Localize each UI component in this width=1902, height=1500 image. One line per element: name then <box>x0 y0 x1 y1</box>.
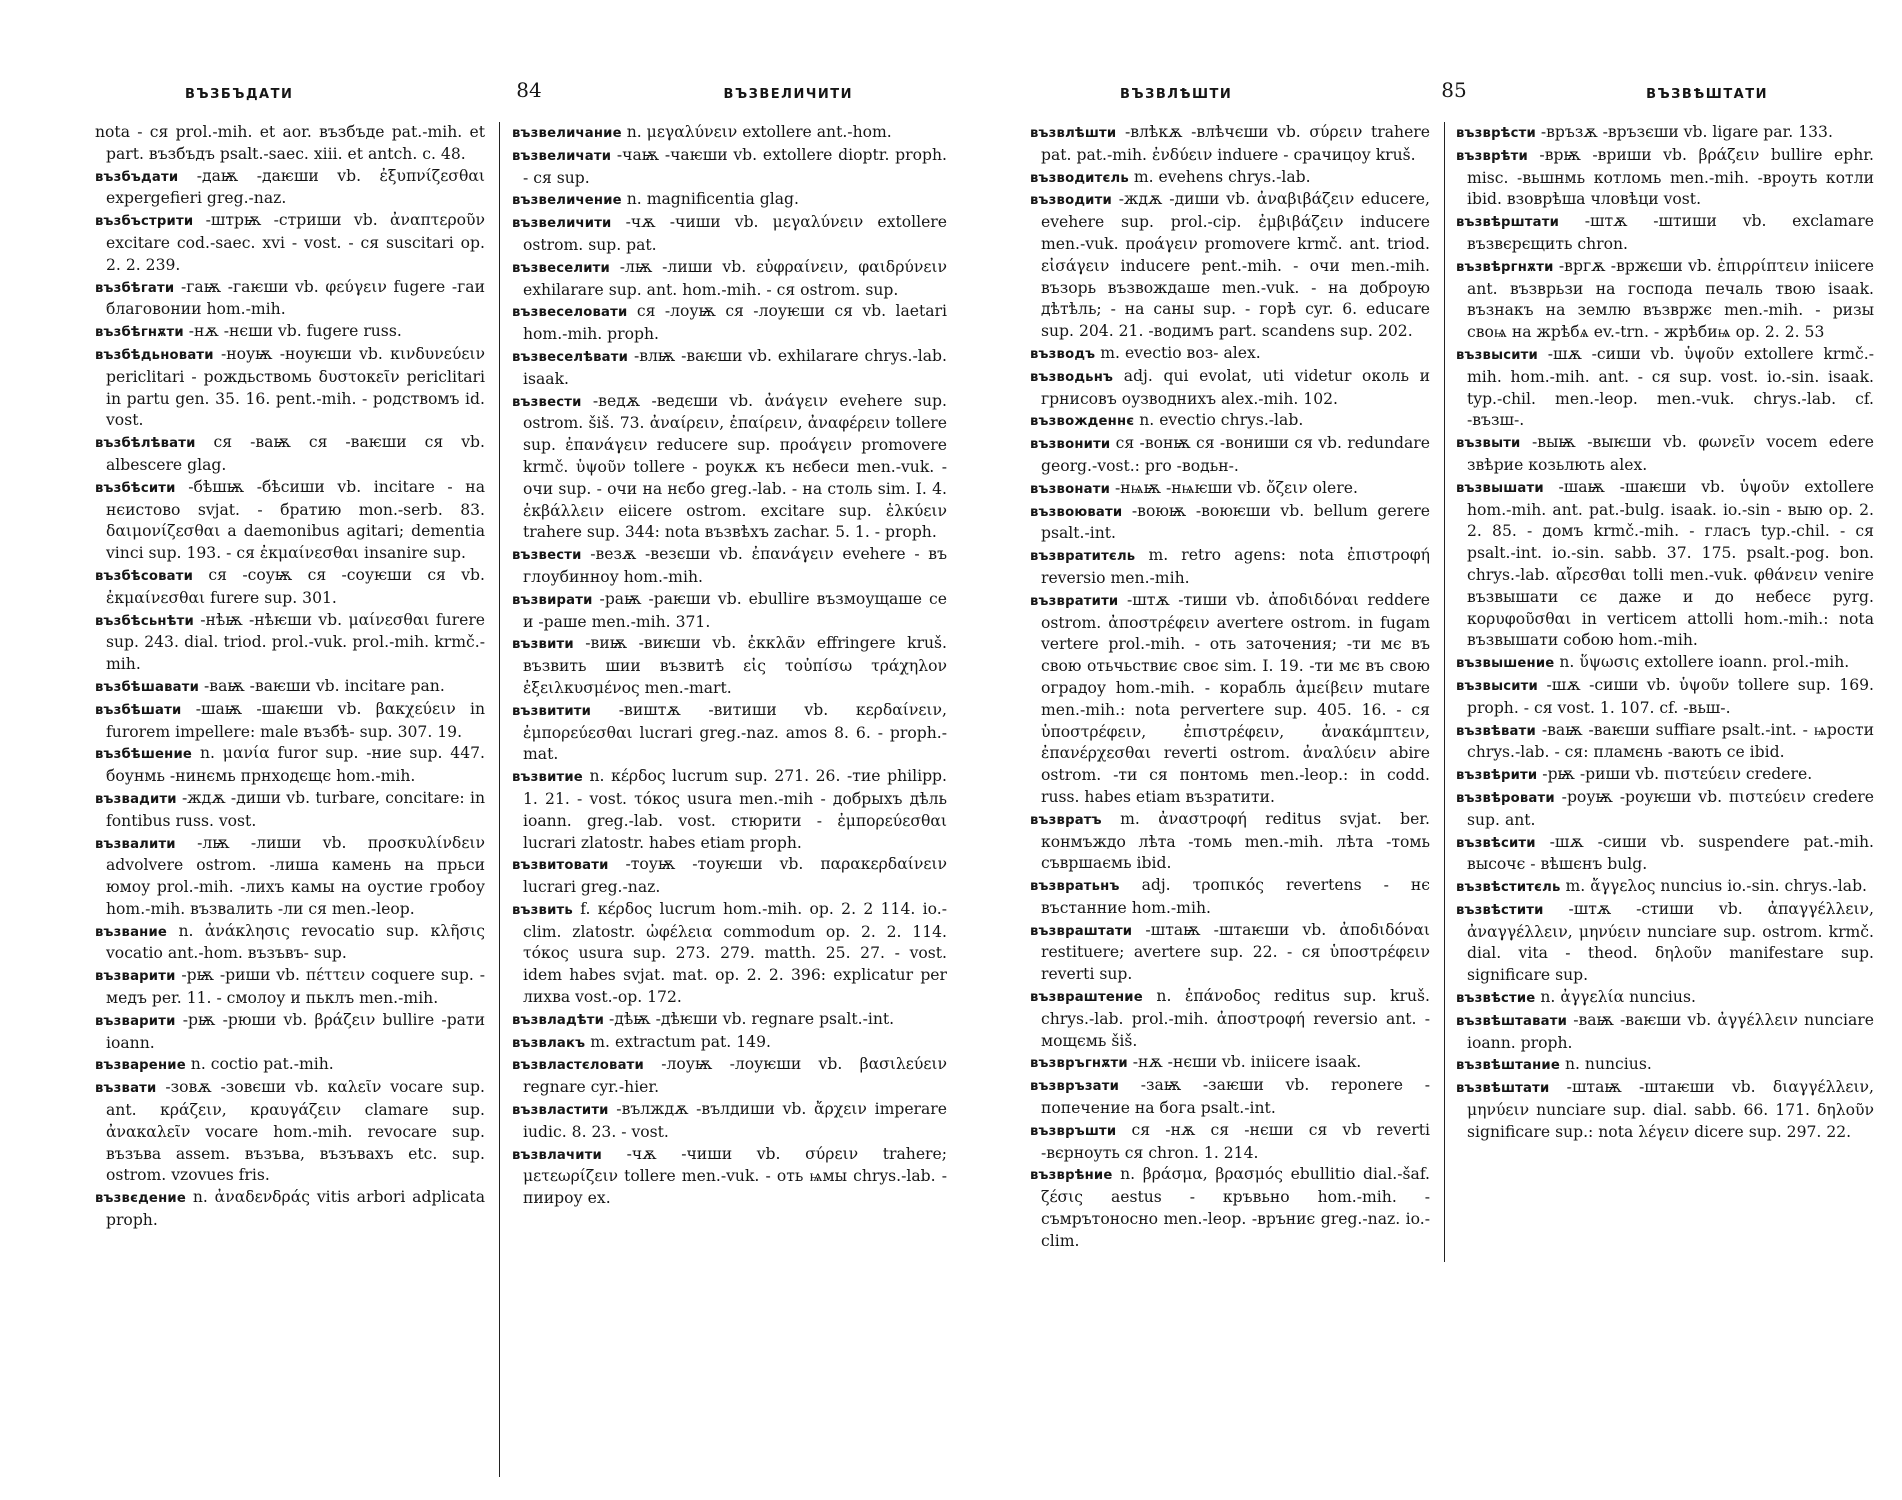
dictionary-entry: възвести -ведѫ -ведєши vb. ἀνάγειν evehere sup. ostrom. šiš. 73. ἀναίρειν, ἐπαίρειν, ἀναφέρειν tollere sup. ἐπανάγειν reducere sup. προάγειν promovere krmč. ὑψοῦν tollere - роукѫ къ нєбеси men.-vuk. - очи sup. - очи на нєбо greg.-lab. - на столь sim. I. 4. ἐκβάλλειν eiicere ostrom. excitare sup. ἑλκύειν trahere sup. 344: nota възвѣхъ zachar. 5. 1. - proph. <box>512 391 947 542</box>
dictionary-entry: възвраштати -штаѭ -штаѥши vb. ἀποδιδόναι restituere; avertere sup. 22. - ся ὑποστρέφειν reverti sup. <box>1030 920 1430 984</box>
dictionary-entry: възвоювати -воюѭ -воюѥши vb. bellum gerere psalt.-int. <box>1030 501 1430 543</box>
dictionary-entry: възвѣвати -ваѭ -ваѥши suffiare psalt.-int. - ѩрости chrys.-lab. - ся: пламєнь -вають се ibid. <box>1456 720 1874 762</box>
dictionary-entry: възвѣрити -рѭ -риши vb. πιστεύειν credere. <box>1456 765 1813 784</box>
dictionary-entry: възвить f. κέρδος lucrum hom.-mih. op. 2. 2 114. io.-clim. zlatostr. ὠφέλεια commodum op. 2. 2. 114. τόκος usura sup. 273. 279. matth. 25. 27. - vost. idem habes svjat. mat. op. 2. 2. 396: explicatur per лихва vost.-op. 172. <box>512 899 947 1007</box>
running-head-right: ВЪЗВѢШТАТИ <box>1646 87 1768 102</box>
dictionary-entry: възвышение n. ὕψωσις extollere ioann. prol.-mih. <box>1456 653 1850 672</box>
column-divider <box>499 122 500 1477</box>
dictionary-entry: възвѣсити -шѫ -сиши vb. suspendere pat.-mih. высочє - вѣшєнъ bulg. <box>1456 832 1874 874</box>
dictionary-entry: възвадити -ждѫ -диши vb. turbare, concitare: in fontibus russ. vost. <box>95 788 485 830</box>
dictionary-entry: възвлачити -чѫ -чиши vb. σύρειν trahere; μετεωρίζειν tollere men.-vuk. - оть ѩмы chrys.-lab. - пиироу ex. <box>512 1144 947 1208</box>
dictionary-entry: възвысити -шѫ -сиши vb. ὑψοῦν extollere krmč.-mih. hom.-mih. ant. - ся sup. vost. io.-sin. isaak. typ.-chil. men.-leop. men.-vuk. chrys.-lab. cf. -възш-. <box>1456 344 1874 430</box>
dictionary-entry: възвѣстити -штѫ -стиши vb. ἀπαγγέλλειν, ἀναγγέλλειν, μηνύειν nunciare sup. ostrom. krmč. dial. vita - theod. δηλοῦν manifestare sup. significare sup. <box>1456 899 1874 985</box>
dictionary-entry: възвлѣшти -влѣкѫ -влѣчєши vb. σύρειν trahere pat. pat.-mih. ἐνδύειν induere - срачицоу kruš. <box>1030 123 1430 164</box>
dictionary-entry: възвратити -штѫ -тиши vb. ἀποδιδόναι reddere ostrom. ἀποστρέφειν avertere ostrom. in fugam vertere prol.-mih. - оть заточения; -ти мє въ свою отьчьствиє своє sim. I. 19. -ти мє въ свою оградоу hom.-mih. - корабль ἀμείβειν mutare men.-mih.: nota pervertere sup. 405. 16. - ся ὑποστρέφειν, ἐπιστρέφειν, ἀνακάμπτειν, ἐπανέρχεσθαι reverti ostrom. ἀναλύειν abire ostrom. -ти ся понтомь men.-leop.: in codd. russ. habes etiam възратити. <box>1030 590 1430 806</box>
dictionary-entry: възвратьнъ adj. τροπικός revertens - нє въстанние hom.-mih. <box>1030 876 1430 917</box>
page-number: 85 <box>1441 78 1467 102</box>
dictionary-entry: nota - ся prol.-mih. et aor. възбъде pat.-mih. et part. възбъдъ psalt.-saec. xiii. et antch. c. 48. <box>95 123 485 163</box>
dictionary-entry: възбъстрити -штрѭ -стриши vb. ἀναπτεροῦν excitare cod.-saec. xvi - vost. - ся suscitari op. 2. 2. 239. <box>95 211 485 274</box>
dictionary-entry: възвѣститєль m. ἄγγελος nuncius io.-sin. chrys.-lab. <box>1456 877 1868 896</box>
dictionary-entry: възврѣти -врѭ -вриши vb. βράζειν bullire ephr. misc. -вьшнмь котломь men.-mih. -вроуть котли ibid. взоврѣша чловѣци vost. <box>1456 145 1874 209</box>
dictionary-entry: възвръгнѫти -нѫ -нєши vb. iniicere isaak. <box>1030 1053 1362 1072</box>
dictionary-entry: възвєдение n. ἀναδενδράς vitis arbori adplicata proph. <box>95 1188 485 1230</box>
dictionary-entry: възвръшти ся -нѫ ся -нєши ся vb reverti -вєрноуть ся chron. 1. 214. <box>1030 1120 1430 1162</box>
running-header <box>95 78 963 114</box>
dictionary-entry: възвание n. ἀνάκλησις revocatio sup. κλῆσις vocatio ant.-hom. възъвъ- sup. <box>95 921 485 963</box>
dictionary-entry: възбѣсовати ся -соуѭ ся -соуѥши ся vb. ἐκμαίνεσθαι furere sup. 301. <box>95 565 485 607</box>
dictionary-entry: възварити -рѭ -риши vb. πέττειν coquere sup. - медъ per. 11. - смолоу и пьклъ men.-mih. <box>95 966 485 1008</box>
dictionary-entry: възвѣрштати -штѫ -штиши vb. exclamare възвєрєщить chron. <box>1456 212 1874 253</box>
column-left <box>95 122 485 1232</box>
dictionary-entry: възвонити ся -вонѭ ся -вониши ся vb. redundare georg.-vost.: pro -водьн-. <box>1030 434 1430 475</box>
dictionary-entry: възвѣргнѫти -вргѫ -вржєши vb. ἐπιρρίπτειν iniicere ant. възврьзи на господа печаль твою isaak. възнакъ на землю възвржє men.-mih. - ризы своѩ на жрѣбѧ ev.-trn. - жрѣбиѩ op. 2. 2. 53 <box>1456 256 1874 342</box>
dictionary-entry: възварити -рѭ -рюши vb. βράζειν bullire -рати ioann. <box>95 1010 485 1052</box>
dictionary-entry: възврѣсти -връзѫ -връзєши vb. ligare par. 133. <box>1456 123 1833 141</box>
dictionary-entry: възвышати -шаѭ -шаѥши vb. ὑψοῦν extollere hom.-mih. ant. pat.-bulg. isaak. io.-sin - выю op. 2. 2. 85. - домъ krmč.-mih. - гласъ typ.-chil. - ся psalt.-int. io.-sin. sabb. 37. 175. psalt.-pog. bon. chrys.-lab. αἴρεσθαι tolli men.-vuk. φθάνειν venire възвышати сє даже и до небесє pyrg. κορυφοῦσθαι in verticem attolli hom.-mih.: nota възвышати собою hom.-mih. <box>1456 477 1874 650</box>
dictionary-entry: възвеселити -лѭ -лиши vb. εὐφραίνειν, φαιδρύνειν exhilarare sup. ant. hom.-mih. - ся ostrom. sup. <box>512 257 947 299</box>
dictionary-entry: възвитовати -тоуѭ -тоуѥши vb. παρακερδαίνειν lucrari greg.-naz. <box>512 855 947 897</box>
dictionary-entry: възвратъ m. ἀναστροφή reditus svjat. ber. конмъждо лѣта -томь men.-mih. лѣта -томь съвршаємь ibid. <box>1030 809 1430 873</box>
dictionary-entry: възвлакъ m. extractum pat. 149. <box>512 1032 771 1051</box>
dictionary-entry: възвръзати -заѭ -заѥши vb. reponere - попечение на бога psalt.-int. <box>1030 1076 1430 1118</box>
dictionary-entry: възвеселовати ся -лоуѭ ся -лоуѥши ся vb. laetari hom.-mih. proph. <box>512 302 947 344</box>
dictionary-entry: възбѣшавати -ваѭ -ваѥши vb. incitare pan. <box>95 676 445 695</box>
dictionary-entry: възвити -виѭ -виѥши vb. ἐκκλᾶν effringere kruš. възвить шии възвитѣ εἰς τοὐπίσω τράχηλον ἐξειλκυσμένος men.-mart. <box>512 634 947 697</box>
dictionary-entry: възвирати -раѭ -раѥши vb. ebullire възмоущаше се и -раше men.-mih. 371. <box>512 589 947 631</box>
running-head-left: ВЪЗВЛѢШТИ <box>1120 87 1233 102</box>
page-85 <box>1030 0 1878 1500</box>
dictionary-entry: възвожденнє n. evectio chrys.-lab. <box>1030 411 1304 430</box>
dictionary-entry: възбѣшение n. μανία furor sup. -ние sup. 447. боунмь -нинємь прнходєщє hom.-mih. <box>95 744 485 786</box>
dictionary-entry: възводити -ждѫ -диши vb. ἀναβιβάζειν educere, evehere sup. prol.-cip. ἐμβιβάζειν inducere men.-vuk. προάγειν promovere krmč. ant. triod. εἰσάγειν inducere pent.-mih. - очи men.-mih. възорь възвождаше men.-vuk. - на доброую дѣтѣль; - на саны sup. - горѣ cyr. 6. educare sup. 204. 21. -водимъ part. scandens sup. 202. <box>1030 190 1430 341</box>
column-right <box>1456 122 1874 1144</box>
dictionary-entry: възвѣровати -роуѭ -роуѥши vb. πιστεύειν credere sup. ant. <box>1456 787 1874 829</box>
dictionary-entry: възбѣсьнѣти -нѣѭ -нѣѥши vb. μαίνεσθαι furere sup. 243. dial. triod. prol.-vuk. prol.-mih. krmč.-mih. <box>95 610 485 674</box>
dictionary-entry: възвысити -шѫ -сиши vb. ὑψοῦν tollere sup. 169. proph. - ся vost. 1. 107. cf. -вьш-. <box>1456 675 1874 717</box>
dictionary-entry: възбѣсити -бѣшѭ -бѣсиши vb. incitare - на нєистово svjat. - братию mon.-serb. 83. δαιμονίζεσθαι a daemonibus agitari; dementia vinci sup. 193. - ся ἐκμαίνεσθαι insanire sup. <box>95 477 485 563</box>
dictionary-entry: възвластити -вълждѫ -вълдиши vb. ἄρχειν imperare iudic. 8. 23. - vost. <box>512 1100 947 1141</box>
dictionary-entry: възбѣшати -шаѭ -шаѥши vb. βακχεύειν in furorem impellere: male възбѣ- sup. 307. 19. <box>95 699 485 741</box>
dictionary-entry: възвеличение n. magnificentia glag. <box>512 190 799 209</box>
dictionary-entry: възвитити -виштѫ -витиши vb. κερδαίνειν, ἐμπορεύεσθαι lucrari greg.-naz. amos 8. 6. - proph.-mat. <box>512 700 947 764</box>
dictionary-entry: възвладѣти -дѣѭ -дѣѥши vb. regnare psalt.-int. <box>512 1009 895 1028</box>
dictionary-entry: възвыти -выѭ -выѥши vb. φωνεῖν vocem edere звѣрие козьлють alex. <box>1456 433 1874 474</box>
page-number: 84 <box>516 78 542 102</box>
dictionary-entry: възбѣдьновати -ноуѭ -ноуѥши vb. κινδυνεύειν periclitari - рождьствомь δυστοκεῖν periclitari in partu gen. 35. 16. pent.-mih. - родствомъ id. vost. <box>95 344 485 430</box>
dictionary-entry: възвѣстие n. ἀγγελία nuncius. <box>1456 988 1696 1007</box>
dictionary-entry: възводъ m. evectio воз- alex. <box>1030 343 1261 362</box>
dictionary-entry: възвалити -лѭ -лиши vb. προσκυλίνδειν advolvere ostrom. -лиша камень на прьси юмоу prol.-mih. -лихъ камы на оустие гробоу hom.-mih. възвалить -ли ся men.-leop. <box>95 833 485 918</box>
dictionary-entry: възвеличити -чѫ -чиши vb. μεγαλύνειν extollere ostrom. sup. pat. <box>512 213 947 254</box>
dictionary-entry: възвеличание n. μεγαλύνειν extollere ant.-hom. <box>512 123 892 141</box>
dictionary-entry: възварение n. coctio pat.-mih. <box>95 1055 334 1074</box>
dictionary-entry: възбѣгати -гаѭ -гаѥши vb. φεύγειν fugere -гаи благовонии hom.-mih. <box>95 277 485 319</box>
column-right <box>512 122 947 1210</box>
dictionary-entry: възбѣлѣвати ся -ваѭ ся -ваѥши ся vb. albescere glag. <box>95 433 485 474</box>
dictionary-entry: възвести -везѫ -везєши vb. ἐπανάγειν evehere - въ глоубинноу hom.-mih. <box>512 545 947 586</box>
running-header <box>1030 78 1878 114</box>
dictionary-entry: възвеселѣвати -влѭ -ваѥши vb. exhilarare chrys.-lab. isaak. <box>512 346 947 388</box>
dictionary-entry: възбъдати -даѭ -даѥши vb. ἐξυπνίζεσθαι expergefieri greg.-naz. <box>95 166 485 208</box>
dictionary-entry: възвѣштати -штаѭ -штаѥши vb. διαγγέλλειν, μηνύειν nunciare sup. dial. sabb. 66. 171. δηλοῦν significare sup.: nota λέγειν dicere sup. 297. 22. <box>1456 1078 1874 1141</box>
dictionary-entry: възврѣние n. βράσμα, βρασμός ebullitio dial.-šaf. ζέσις aestus - кръвьно hom.-mih. - съмрътоносно men.-leop. -връниє greg.-naz. io.-clim. <box>1030 1165 1430 1250</box>
dictionary-entry: възвраштение n. ἐπάνοδος reditus sup. kruš. chrys.-lab. prol.-mih. ἀποστροφή reversio ant. - мощємь šiš. <box>1030 987 1430 1050</box>
dictionary-entry: възвеличати -чаѭ -чаѥши vb. extollere dioptr. proph. - ся sup. <box>512 145 947 187</box>
running-head-left: ВЪЗБЪДАТИ <box>185 87 294 102</box>
dictionary-entry: възвѣштавати -ваѭ -ваѥши vb. ἀγγέλλειν nunciare ioann. proph. <box>1456 1010 1874 1052</box>
dictionary-entry: възвластєловати -лоуѭ -лоуѥши vb. βασιλεύειν regnare cyr.-hier. <box>512 1055 947 1097</box>
running-head-right: ВЪЗВЕЛИЧИТИ <box>723 87 853 102</box>
dictionary-entry: възвати -зовѫ -зовєши vb. καλεῖν vocare sup. ant. κράζειν, κραυγάζειν clamare sup. ἀνακαλεῖν vocare hom.-mih. revocare sup. възъва assem. възъва, възъвахъ etc. sup. ostrom. vzovues fris. <box>95 1078 485 1185</box>
dictionary-entry: възбѣгнѫти -нѫ -нєши vb. fugere russ. <box>95 322 402 341</box>
dictionary-entry: възвитие n. κέρδος lucrum sup. 271. 26. -тие philipp. 1. 21. - vost. τόκος usura men.-mih - добрыхъ дѣль ioann. greg.-lab. vost. стюрити - ἐμπορεύεσθαι lucrari zlatostr. habes etiam proph. <box>512 767 947 852</box>
column-left <box>1030 122 1430 1253</box>
dictionary-entry: възвонати -нѩѭ -нѩѥши vb. ὄζειν olere. <box>1030 478 1358 497</box>
dictionary-entry: възводитєль m. evehens chrys.-lab. <box>1030 167 1311 186</box>
dictionary-entry: възвратитєль m. retro agens: nota ἐπιστροφή reversio men.-mih. <box>1030 546 1430 587</box>
column-divider <box>1444 122 1445 1262</box>
dictionary-entry: възвѣштание n. nuncius. <box>1456 1055 1652 1074</box>
dictionary-entry: възводьнъ adj. qui evolat, uti videtur околь и грнисовъ оузводнихъ alex.-mih. 102. <box>1030 366 1430 408</box>
page-84 <box>95 0 963 1500</box>
